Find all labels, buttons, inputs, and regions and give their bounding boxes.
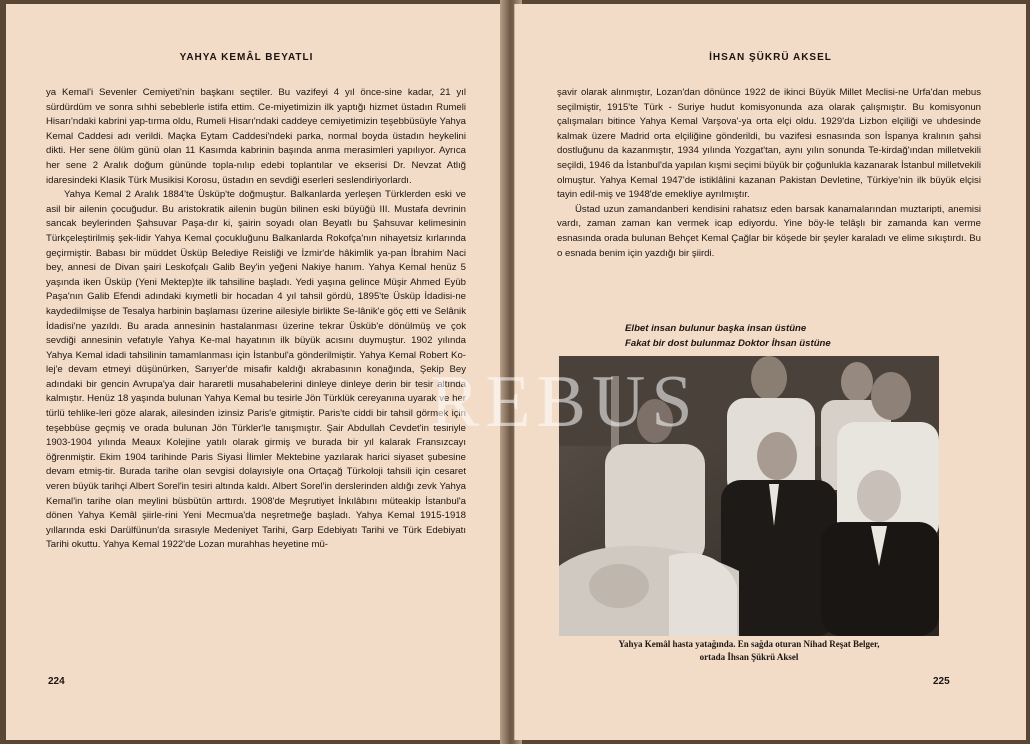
paragraph: şavir olarak alınmıştır, Lozan'dan dönünce 1922 de ikinci Büyük Millet Meclisi-ne Urfa'dan mebus seçilmiştir, 1915'te Türk - Suriye hudut komisyonunda aza olarak çalışmıştır. Bu komisyonun çalışmaları bitince Yahya Kemal Varşova'-ya orta elçi oldu. 1929'da Lizbon elçiliği ve uhdesinde kalmak üzere Madrid orta elçiliğine gönderildi, bu vazifesi esnasında son İspanya kralının şahsi dostluğunu da kazanmıştır, 1934 yılında Yozgat'tan, aynı yılın sonunda Te-kirdağ'ından milletvekili seçildi, 1946 da İstanbul'da yapılan kışmi seçimi büyük bir çoğunlukla kazanarak İstanbul milletvekili olmuştur. Yahya Kemal 1947'de istiklâlini kazanan Pakistan Devletine, Türkiye'nin ilk büyük elçisi tayin edil-miş ve 1948'de emekliye ayrılmıştır.	[557, 87, 981, 201]
left-page	[6, 4, 508, 740]
paragraph: Yahya Kemal 2 Aralık 1884'te Üsküp'te doğmuştur. Balkanlarda yerleşen Türklerden eski ve asil bir ailenin çocuğudur. Bu aristokratik ailenin bugün bilinen eski büyüğü III. Mustafa devrinin sancak beylerinden Şahsuvar Paşa-dır ki, şairin soyadı olan Beyatlı bu Şahsuvar kelimesinin Türkçeleştirilmiş şek-lidir Yahya Kemal çocukluğunu Balkanlarda Rokofça'nın nihayetsiz kırlarında geçirmiştir. Babası bir müddet Üsküp Belediye Reisliği ve İzmir'de hâkimlik ya-pan İbrahim Naci bey, annesi de Divan şairi Leskofçalı Galib Bey'in yeğeni Nakiye hanım. Yahya Kemal henüz 5 yaşında iken Üsküp (Yeni Mektep)te ilk tahsiline başladı. Yedi yaşına gelince Müşir Ahmed Eyüb Paşa'nın Galib Efendi adındaki kıymetli bir hocadan 4 yıl tahsil gördü, 1895'te Üsküp İdadisi-ne kaydedilmişse de Tesalya harbinin başlaması üzerine ailesiyle birlikte Se-lânik'e göç etti ve Selânik İdadisi'ne yazıldı. Bu arada annesinin hastalanması üzerine tekrar Üsküb'e dönülmüş ve çok sevdiği annesinin vefatıyle Yahya Ke-mal hayatının ilk büyük acısını duymuştur. 1902 yılında Yahya Kemal idadi tahsilinin tamamlanması için İstanbul'a gönderilmiştir. Yahya Kemal Robert Ko-lej'e devam etmeyi düşünürken, Sarıyer'de misafir kaldığı akrabasının konağında, Şekip Bey adındaki bir gencin Avrupa'ya dair hararetli musahabelerini dinleye dinleye derin bir tesir altında kalmıştır. Henüz 18 yaşında bulunan Yahya Kemal bu tesirle Jön Türklük cereyanına uyarak ve her türlü tehlike-leri göze alarak, ailesinden izinsiz Paris'e gitmiştir. Paris'te ciddi bir tahsil görmek için teşebbüse geçmiş ve orada bulunan Jön Türkler'le tanışmıştır. Şair Abdullah Cevdet'in tesiriyle 1903-1904 yılında Meaux Kolejine yatılı olarak girmiş ve burada bir yıl kalarak Fransızcayı öğrenmiştir. Ekim 1904 tarihinde Paris Siyasi İlimler Mektebine yazılarak harici siyaset şubesine devam etmiş-tir. Burada tarihe olan sevgisi dolayısiyle ona Ortaçağ Türkoloji tahsili için cesaret veren büyük tarihçi Albert Sorel'in tesiri altında kaldı. Albert Sorel'in derslerinden aldığı zevk Yahya Kemal'in tarihe olan meylini büsbütün arttırdı. 1908'de Meşrutiyet İnkılâbını müteakip İstanbul'a dönen Yahya Kemâl şiirle-rini Yeni Mecmua'da neşretmeğe başladı. Yahya Kemal 1915-1918 yıllarında eski Darülfünun'da sırasıyle Medeniyet Tarihi, Garp Edebiyatı Tarihi ve Türk Edebiyatı Tarihi okuttu. Yahya Kemal 1922'de Lozan murahhas heyetine mü-	[46, 189, 466, 551]
photo-illustration	[559, 356, 939, 636]
photo-caption	[559, 638, 939, 664]
paragraph: Üstad uzun zamandanberi kendisini rahatsız eden barsak kanamalarından muztaripti, anemisi vardı, zaman zaman kan vermek icap ediyordu. Yine böy-le telâşlı bir zamanda kan verme esnasında orada bulunan Behçet Kemal Çağlar bir köşede bir şeyler karaladı ve elime sıkıştırdı. Bu o esnada benim için yazdığı bir şiirdi.	[557, 203, 981, 259]
paragraph: ya Kemal'i Sevenler Cemiyeti'nin başkanı seçtiler. Bu vazifeyi 4 yıl önce-sine kadar, 21 yıl sürdürdüm ve sonra sıhhi sebeblerle istifa ettim. Ce-miyetimizin ilk yaptığı hizmet üstadın Rumeli Hisarı'ndaki kabrini yap-tırma oldu, Rumeli Hisarı'ndaki caddeye cemiyetimizin teşebbüsüyle Yahya Kemal Caddesi adı verildi. Maçka Eytam Caddesi'ndeki parka, normal boyda üstadın heykelini dikti. Her sene ölüm günü olan 11 Kasımda kabrinin başında anma merasimleri yapılıyor. Ayrıca her sene 2 Aralık doğum gününde topla-nılıp edebi toplantılar ve ekserisi Dr. Nevzat Atlığ idaresindeki Klasik Türk Musikisi Korosu, üstadın en sevdiği eserleri seslendiriyorlardı.	[46, 87, 466, 186]
watermark-logo: REBUS	[430, 361, 699, 443]
poem	[625, 322, 831, 351]
page-number-right: 225	[933, 676, 950, 687]
caption-line: Yahya Kemâl hasta yatağında. En sağda oturan Nihad Reşat Belger,	[618, 639, 880, 649]
caption-line: ortada İhsan Şükrü Aksel	[699, 652, 799, 662]
poem-line: Elbet insan bulunur başka insan üstüne	[625, 323, 807, 334]
page-number-left: 224	[48, 676, 65, 687]
left-page-body	[46, 86, 466, 553]
right-page	[514, 4, 1026, 740]
running-head-right: İHSAN ŞÜKRÜ AKSEL	[709, 52, 832, 63]
poem-line: Fakat bir dost bulunmaz Doktor İhsan üstüne	[625, 337, 831, 349]
running-head-left: YAHYA KEMÂL BEYATLI	[179, 52, 314, 63]
hospital-photo	[559, 356, 939, 636]
right-page-body	[557, 86, 981, 261]
